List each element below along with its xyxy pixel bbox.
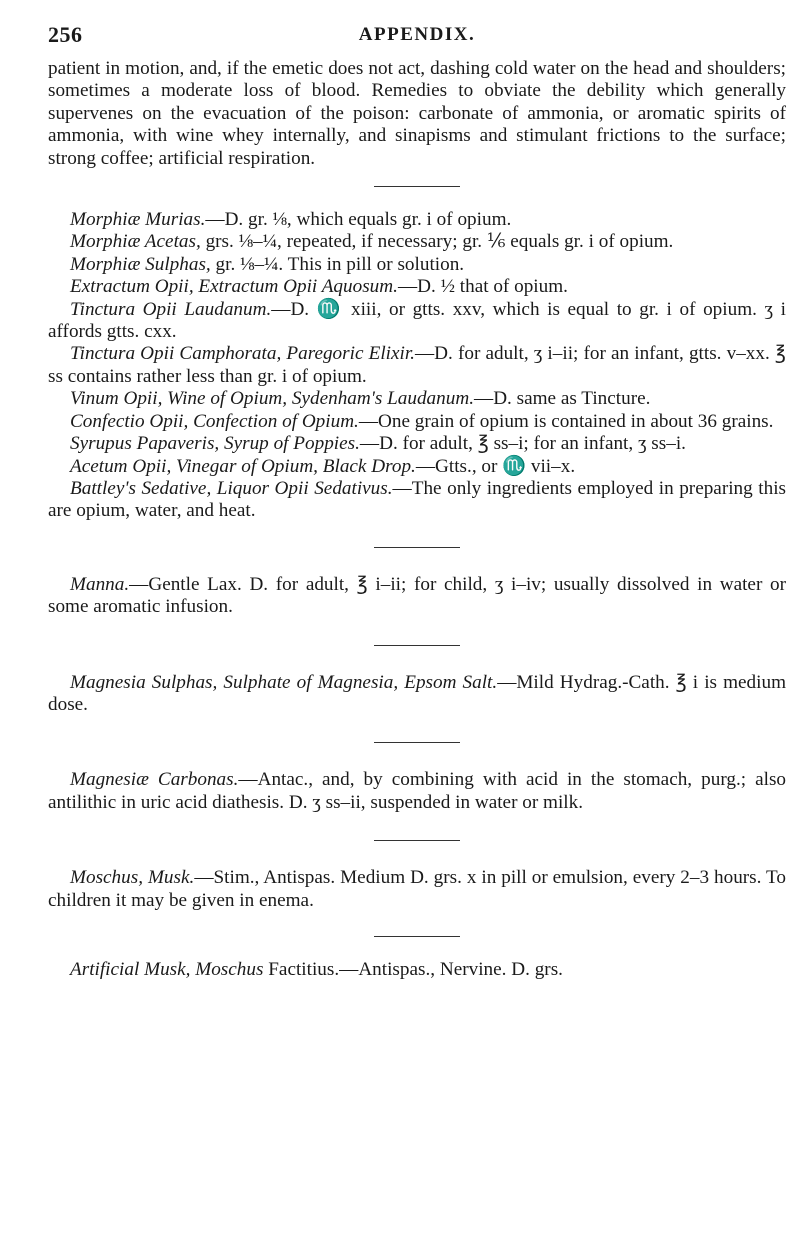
entry-morphiae-sulphas — [48, 254, 786, 276]
entry-term: Artificial Musk, Moschus — [70, 958, 264, 980]
entry-term: Battley's Sedative, Liquor Opii Sedativus. — [70, 477, 393, 499]
entry-text: gr. ⅛–¼. This in pill or solution. — [210, 253, 465, 275]
entry-artificial-musk — [48, 959, 786, 981]
entry-moschus — [48, 867, 786, 912]
entry-term: Acetum Opii, Vinegar of Opium, Black Drop. — [70, 455, 416, 477]
entry-confectio-opii — [48, 411, 786, 433]
section-divider — [374, 547, 460, 548]
entry-term: Magnesia Sulphas, Sulphate of Magnesia, Epsom Salt. — [70, 671, 498, 693]
section-divider — [374, 186, 460, 187]
entry-text: grs. ⅛–¼, repeated, if necessary; gr. ⅙ equals gr. i of opium. — [200, 231, 674, 253]
section-divider — [374, 645, 460, 646]
entry-morphiae-acetas — [48, 231, 786, 253]
entry-text: —D. ½ that of opium. — [397, 276, 568, 298]
entry-text: —D. for adult, ℥ ss–i; for an infant, ʒ ss–i. — [359, 433, 686, 455]
opium-section — [48, 209, 786, 523]
entry-text: Factitius.—Antispas., Nervine. D. grs. — [263, 958, 563, 980]
section-divider — [374, 936, 460, 937]
section-divider — [374, 742, 460, 743]
entry-manna — [48, 574, 786, 619]
entry-battleys-sedative — [48, 478, 786, 523]
entry-term: Magnesiæ Carbonas. — [70, 769, 239, 791]
entry-term: Syrupus Papaveris, Syrup of Poppies. — [70, 433, 360, 455]
entry-text: —The only ingredients employed in preparing this are opium, water, and heat. — [48, 477, 786, 522]
entry-term: Confectio Opii, Confection of Opium. — [70, 410, 359, 432]
running-head: APPENDIX. — [358, 24, 476, 45]
entry-text: —Gentle Lax. D. for adult, ℥ i–ii; for child, ʒ i–iv; usually dissolved in water or some aromatic infusion. — [48, 573, 786, 618]
entry-text: —Gtts., or ♏ vii–x. — [415, 455, 576, 477]
entry-term: Tinctura Opii Laudanum. — [70, 298, 272, 320]
entry-term: Morphiæ Sulphas, — [70, 253, 211, 275]
entry-tinctura-opii — [48, 299, 786, 344]
entry-text: —D. gr. ⅛, which equals gr. i of opium. — [205, 209, 512, 231]
entry-syrupus-papaveris — [48, 433, 786, 455]
entry-term: Vinum Opii, Wine of Opium, Sydenham's Laudanum. — [70, 388, 474, 410]
entry-acetum-opii — [48, 456, 786, 478]
page-number: 256 — [48, 22, 83, 47]
entry-text: —One grain of opium is contained in about 36 grains. — [358, 410, 774, 432]
entry-term: Morphiæ Murias. — [70, 209, 206, 231]
intro-paragraph: patient in motion, and, if the emetic does not act, dashing cold water on the head and shoulders; sometimes a moderate loss of blood. Remedies to obviate the debility which generally supervenes on the evacuation of the poison: carbonate of ammonia, or aromatic spirits of ammonia, with wine whey internally, and sinapisms and stimulant frictions to the surface; strong coffee; artificial respiration. — [48, 58, 786, 169]
entry-term: Morphiæ Acetas, — [70, 231, 201, 253]
entry-text: —D. for adult, ʒ i–ii; for an infant, gtts. v–xx. ℥ ss contains rather less than gr. i of opium. — [48, 343, 786, 387]
entry-term: Manna. — [70, 573, 130, 595]
entry-vinum-opii — [48, 388, 786, 410]
entry-term: Extractum Opii, Extractum Opii Aquosum. — [70, 276, 398, 298]
entry-extractum-opii — [48, 276, 786, 298]
entry-morphiae-murias — [48, 209, 786, 231]
entry-term: Moschus, Musk. — [70, 867, 195, 889]
book-page — [48, 22, 786, 981]
entry-tinctura-opii-camphorata — [48, 343, 786, 388]
entry-text: —Stim., Antispas. Medium D. grs. x in pill or emulsion, every 2–3 hours. To children it may be given in enema. — [48, 867, 786, 911]
entry-text: —Mild Hydrag.-Cath. ℥ i is medium dose. — [48, 671, 786, 715]
page-header — [48, 22, 786, 58]
section-divider — [374, 840, 460, 841]
entry-text: —D. ♏ xiii, or gtts. xxv, which is equal to gr. i of opium. ʒ i affords gtts. cxx. — [48, 298, 786, 343]
entry-magnesiae-carbonas — [48, 769, 786, 814]
entry-text: —Antac., and, by combining with acid in the stomach, purg.; also antilithic in uric acid diathesis. D. ʒ ss–ii, suspended in water or milk. — [48, 769, 787, 813]
entry-magnesia-sulphas — [48, 672, 786, 717]
entry-text: —D. same as Tincture. — [474, 388, 651, 410]
entry-term: Tinctura Opii Camphorata, Paregoric Elixir. — [70, 343, 415, 365]
